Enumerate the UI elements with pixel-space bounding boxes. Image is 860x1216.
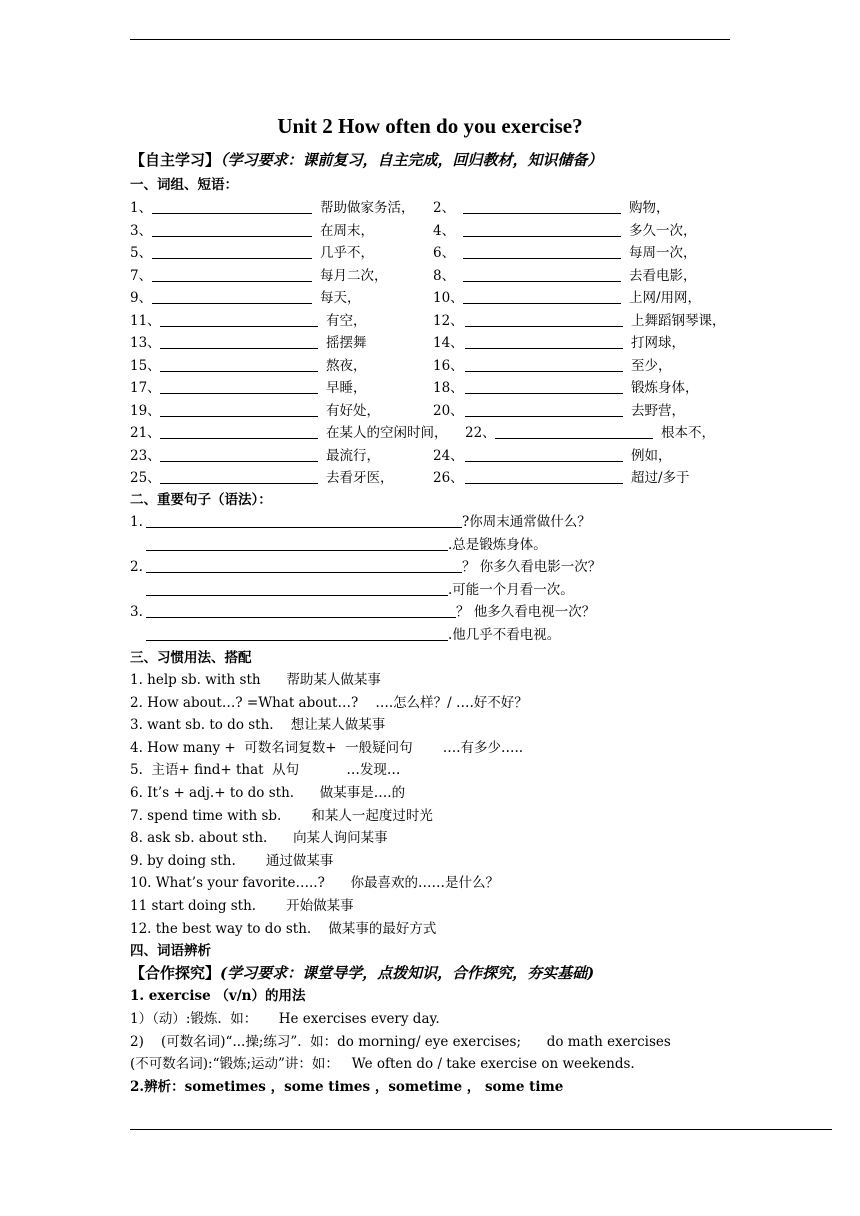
- phrase-meaning: 锻炼身体，: [631, 380, 699, 396]
- phrase-meaning: 例如，: [631, 447, 672, 464]
- phrase-number: 14、: [433, 335, 464, 351]
- sentence-translation: ？ 你多久看电影一次？: [462, 559, 602, 575]
- phrase-item: [130, 356, 367, 376]
- phrase-meaning: 超过/多于: [631, 470, 690, 486]
- phrase-number: 13、: [130, 335, 161, 351]
- sentence-translation: .他几乎不看电视。: [448, 626, 561, 643]
- phrase-item: [433, 333, 685, 353]
- point1-heading: 1. exercise （v/n）的用法: [130, 988, 306, 1004]
- answer-blank[interactable]: [160, 402, 318, 417]
- phrase-meaning: 在某人的空闲时间，: [326, 425, 448, 441]
- self-study-requirement: （学习要求：课前复习，自主完成，回归教材，知识储备）: [220, 151, 603, 169]
- phrase-meaning: 早睡，: [326, 380, 367, 396]
- answer-blank[interactable]: [463, 289, 621, 304]
- phrase-item: [433, 468, 690, 488]
- phrase-number: 8、: [433, 267, 456, 284]
- answer-blank[interactable]: [160, 447, 318, 462]
- answer-blank[interactable]: [146, 603, 456, 618]
- answer-blank[interactable]: [465, 469, 623, 484]
- sentence-line: [130, 557, 601, 577]
- phrase-number: 9、: [130, 290, 153, 306]
- header-rule: [130, 39, 730, 40]
- answer-blank[interactable]: [152, 199, 312, 214]
- usage-item: 6. It’s + adj.+ to do sth. 做某事是….的: [130, 785, 406, 801]
- sentence-line: [130, 580, 574, 600]
- answer-blank[interactable]: [465, 312, 623, 327]
- phrase-number: 21、: [130, 425, 161, 441]
- phrase-item: [433, 221, 697, 241]
- answer-blank[interactable]: [463, 222, 621, 237]
- answer-blank[interactable]: [146, 513, 462, 528]
- phrase-number: 16、: [433, 357, 464, 374]
- answer-blank[interactable]: [160, 379, 318, 394]
- phrase-number: 26、: [433, 470, 464, 486]
- phrase-meaning: 多久一次，: [629, 222, 697, 239]
- answer-blank[interactable]: [160, 334, 318, 349]
- phrase-number: 6、: [433, 245, 456, 261]
- answer-blank[interactable]: [152, 222, 312, 237]
- phrase-meaning: 有空，: [326, 312, 367, 329]
- section1-heading: 一、词组、短语：: [130, 177, 238, 193]
- phrase-meaning: 熬夜，: [326, 357, 367, 374]
- phrase-number: 17、: [130, 380, 161, 396]
- usage-item: 12. the best way to do sth. 做某事的最好方式: [130, 920, 437, 937]
- answer-blank[interactable]: [463, 199, 621, 214]
- phrase-item: [433, 288, 701, 308]
- phrase-item: [130, 266, 388, 286]
- footer-rule: [130, 1129, 832, 1130]
- usage-item: 1. help sb. with sth 帮助某人做某事: [130, 672, 381, 688]
- phrase-number: 1、: [130, 200, 153, 216]
- sentence-translation: ？ 他多久看电视一次？: [456, 604, 596, 620]
- phrase-meaning: 帮助做家务活，: [320, 200, 415, 216]
- point1-line: 2) (可数名词)“...操;练习”. 如：do morning/ eye exercises; do math exercises: [130, 1033, 671, 1050]
- answer-blank[interactable]: [160, 357, 318, 372]
- phrase-item: [130, 288, 361, 308]
- phrase-item: [130, 243, 374, 263]
- phrase-meaning: 至少，: [631, 357, 672, 374]
- sentence-line: [130, 512, 591, 532]
- phrase-meaning: 几乎不，: [320, 245, 374, 261]
- usage-item: 5. 主语+ find+ that 从句 …发现…: [130, 762, 401, 779]
- phrase-meaning: 每天，: [320, 290, 361, 306]
- answer-blank[interactable]: [160, 424, 318, 439]
- sentence-number: 1.: [130, 514, 143, 530]
- answer-blank[interactable]: [152, 267, 312, 282]
- coop-label: 【合作探究】: [130, 964, 221, 982]
- phrase-number: 3、: [130, 222, 153, 239]
- section3-heading: 三、习惯用法、搭配: [130, 650, 252, 666]
- answer-blank[interactable]: [146, 626, 448, 641]
- sentence-number: 2.: [130, 559, 143, 575]
- self-study-label: 【自主学习】: [130, 151, 221, 169]
- phrase-number: 12、: [433, 312, 464, 329]
- sentence-translation: .可能一个月看一次。: [448, 581, 574, 598]
- phrase-meaning: 有好处，: [326, 402, 380, 419]
- phrase-number: 15、: [130, 357, 161, 374]
- sentence-translation: ?你周末通常做什么？: [462, 514, 591, 530]
- phrase-item: [433, 311, 726, 331]
- phrase-item: [130, 446, 380, 466]
- self-study-heading: [130, 150, 603, 170]
- phrase-meaning: 在周末，: [320, 222, 374, 239]
- phrase-item: [130, 311, 367, 331]
- phrase-number: 23、: [130, 447, 161, 464]
- sentence-line: [130, 625, 560, 645]
- phrase-meaning: 上网/用网，: [629, 290, 702, 306]
- answer-blank[interactable]: [465, 334, 623, 349]
- usage-item: 11 start doing sth. 开始做某事: [130, 898, 354, 914]
- point1-line: 1）（动）:锻炼. 如： He exercises every day.: [130, 1011, 440, 1027]
- answer-blank[interactable]: [152, 289, 312, 304]
- section4-heading: 四、词语辨析: [130, 943, 211, 959]
- phrase-item: [433, 198, 670, 218]
- usage-item: 8. ask sb. about sth. 向某人询问某事: [130, 830, 388, 847]
- phrase-number: 18、: [433, 380, 464, 396]
- phrase-meaning: 根本不，: [661, 425, 715, 441]
- answer-blank[interactable]: [463, 244, 621, 259]
- answer-blank[interactable]: [160, 312, 318, 327]
- phrase-number: 5、: [130, 245, 153, 261]
- usage-item: 2. How about…? =What about…? ….怎么样？/ ….好不好？: [130, 694, 528, 711]
- phrase-number: 24、: [433, 447, 464, 464]
- phrase-number: 11、: [130, 312, 161, 329]
- usage-item: 10. What’s your favorite…..? 你最喜欢的……是什么？: [130, 875, 500, 892]
- sentence-translation: .总是锻炼身体。: [448, 536, 547, 553]
- answer-blank[interactable]: [152, 244, 312, 259]
- phrase-number: 4、: [433, 222, 456, 239]
- phrase-number: 19、: [130, 402, 161, 419]
- sentence-line: [130, 602, 595, 622]
- phrase-item: [465, 423, 715, 443]
- phrase-item: [433, 378, 699, 398]
- phrase-number: 25、: [130, 470, 161, 486]
- answer-blank[interactable]: [146, 558, 462, 573]
- phrase-meaning: 每周一次，: [629, 245, 697, 261]
- section2-heading: 二、重要句子（语法）：: [130, 492, 272, 508]
- usage-item: 3. want sb. to do sth. 想让某人做某事: [130, 717, 386, 734]
- phrase-item: [433, 356, 672, 376]
- usage-item: 7. spend time with sb. 和某人一起度过时光: [130, 807, 433, 824]
- phrase-meaning: 去看牙医，: [326, 470, 394, 486]
- answer-blank[interactable]: [146, 536, 448, 551]
- usage-item: 4. How many + 可数名词复数+ 一般疑问句 ….有多少…..: [130, 739, 524, 756]
- answer-blank[interactable]: [465, 402, 623, 417]
- phrase-number: 20、: [433, 402, 464, 419]
- phrase-meaning: 摇摆舞: [326, 335, 367, 351]
- phrase-item: [130, 468, 394, 488]
- phrase-meaning: 去野营，: [631, 402, 685, 419]
- phrase-item: [433, 266, 697, 286]
- phrase-item: [433, 401, 685, 421]
- phrase-item: [130, 378, 367, 398]
- answer-blank[interactable]: [160, 469, 318, 484]
- phrase-number: 10、: [433, 290, 464, 306]
- phrase-meaning: 每月二次，: [320, 267, 388, 284]
- phrase-meaning: 购物，: [629, 200, 670, 216]
- phrase-number: 7、: [130, 267, 153, 284]
- phrase-item: [433, 243, 697, 263]
- usage-item: 9. by doing sth. 通过做某事: [130, 852, 334, 869]
- answer-blank[interactable]: [465, 447, 623, 462]
- answer-blank[interactable]: [146, 581, 448, 596]
- answer-blank[interactable]: [495, 424, 653, 439]
- phrase-item: [130, 423, 448, 443]
- sentence-number: 3.: [130, 604, 143, 620]
- sentence-line: [130, 535, 547, 555]
- phrase-item: [433, 446, 672, 466]
- answer-blank[interactable]: [465, 379, 623, 394]
- phrase-item: [130, 221, 374, 241]
- point1-line: (不可数名词):“锻炼;运动”讲：如： We often do / take exercise on weekends.: [130, 1056, 635, 1072]
- coop-heading: [130, 963, 594, 983]
- phrase-meaning: 去看电影，: [629, 267, 697, 284]
- phrase-meaning: 最流行，: [326, 447, 380, 464]
- phrase-meaning: 上舞蹈钢琴课，: [631, 312, 726, 329]
- page-title: Unit 2 How often do you exercise?: [277, 114, 583, 138]
- point2-heading: 2.辨析：sometimes ，some times ，sometime ， some time: [130, 1079, 564, 1095]
- phrase-item: [130, 333, 367, 353]
- phrase-item: [130, 401, 380, 421]
- phrase-meaning: 打网球，: [631, 335, 685, 351]
- answer-blank[interactable]: [465, 357, 623, 372]
- phrase-number: 22、: [465, 425, 496, 441]
- phrase-number: 2、: [433, 200, 456, 216]
- coop-requirement: (学习要求：课堂导学，点拨知识，合作探究，夯实基础): [220, 964, 595, 982]
- answer-blank[interactable]: [463, 267, 621, 282]
- phrase-item: [130, 198, 415, 218]
